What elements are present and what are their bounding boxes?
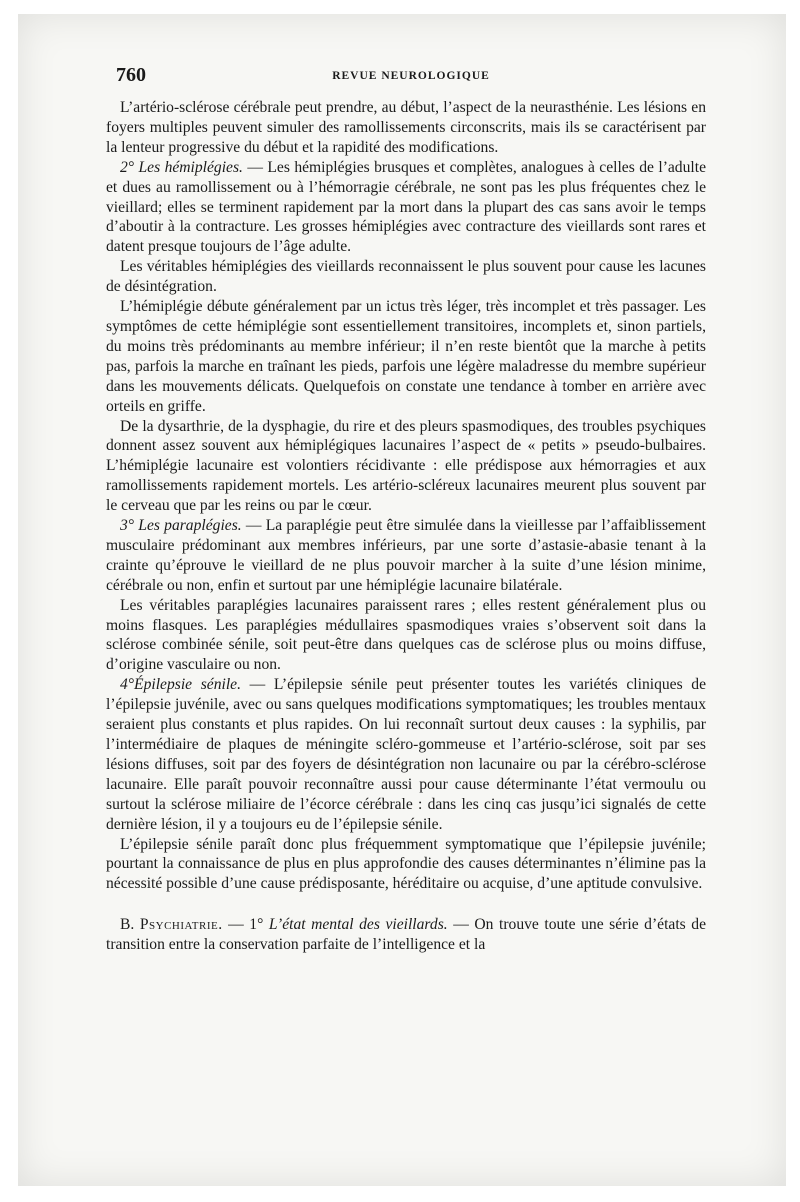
page-number: 760 xyxy=(116,64,146,86)
paragraph-ictus: L’hémiplégie débute généralement par un ictus très léger, très incomplet et très passager. Les symptômes de cette hémiplégie sont essentiellement transitoires, incomplets et, sinon partiels, du moins très prédominants au membre inférieur; il n’en reste bientôt que la marche à petits pas, parfois la marche en traînant les pieds, parfois une légère maladresse du membre supérieur dans les mouvements délicats. Quelquefois on constate une tendance à tomber en arrière avec orteils en griffe. xyxy=(106,298,706,415)
paragraph-neurasthenie: L’artério-sclérose cérébrale peut prendre, au début, l’aspect de la neurasthénie. Les lésions en foyers multiples peuvent simuler des ramollissements circonscrits, mais ils se caractérisent par la lenteur progressive du début et la rapidité des modifications. xyxy=(106,99,706,156)
paragraph-text: — L’épilepsie sénile peut présenter toutes les variétés cliniques de l’épilepsie juvénile, avec ou sans quelques modifications symptomatiques; les troubles mentaux seraient plus constants et plus rapides. On lui reconnaît surtout deux causes : la syphilis, par l’intermédiaire de plaques de méningite scléro-gommeuse et l’artério-sclérose, soit par ses lésions diffuses, soit par des foyers de désintégration non lacunaire ou par la cérébro-sclérose lacunaire. Elle paraît pouvoir reconnaître aussi pour cause déterminante l’état vermoulu ou surtout la sclérose miliaire de l’écorce cérébrale : dans les cinq cas jusqu’ici signalés de cette dernière lésion, il y a toujours eu de l’épilepsie sénile. xyxy=(106,676,706,833)
paragraph-text: — Les hémiplégies brusques et complètes, analogues à celles de l’adulte et dues au ramollissement ou à l’hémorragie cérébrale, ne sont pas les plus fréquentes chez le vieillard; elles se terminent rapidement par la mort dans la plupart des cas sans avoir le temps d’aboutir à la contracture. Les grosses hémiplégies avec contracture des vieillards sont rares et datent presque toujours de l’âge adulte. xyxy=(106,158,706,256)
paragraph-text: — La paraplégie peut être simulée dans la vieillesse par l’affaiblissement musculaire prédominant aux membres inférieurs, par une sorte d’astasie-abasie tenant à la crainte qu’éprouve le vieillard de ne plus pouvoir marcher à la suite d’une lésion minime, cérébrale ou non, enfin et surtout par une hémiplégie lacunaire bilatérale. xyxy=(106,517,706,594)
paragraph-text: — On trouve toute une série d’états de transition entre la conservation parfaite de l’intelligence et la xyxy=(106,916,707,954)
section-number: 3° xyxy=(120,517,135,535)
section-title: Épilepsie sénile. xyxy=(134,676,241,694)
section-heading: Psychiatrie. xyxy=(139,916,223,934)
paragraph-psychiatrie xyxy=(106,915,706,955)
paragraph-paraplegies xyxy=(106,516,706,596)
paragraph-epilepsie xyxy=(106,675,706,834)
section-title: Les paraplégies. xyxy=(138,517,242,535)
paragraph-paraplegies-lacunaires: Les véritables paraplégies lacunaires paraissent rares ; elles restent généralement plus ou moins flasques. Les paraplégies médullaires spasmodiques vraies s’observent soit dans la sclérose combinée sénile, soit peut-être dans quelques cas de sclérose plus ou moins diffuse, d’origine vasculaire ou non. xyxy=(106,596,706,674)
section-number: 2° xyxy=(120,158,135,176)
page-header xyxy=(116,64,706,90)
running-head: REVUE NEUROLOGIQUE xyxy=(332,70,490,82)
paragraph-epilepsie-symptomatique: L’épilepsie sénile paraît donc plus fréquemment symptomatique que l’épilepsie juvénile; pourtant la connaissance de plus en plus approfondie des causes déterminantes n’élimine pas la nécessité possible d’une cause prédisposante, héréditaire ou acquise, d’une aptitude convulsive. xyxy=(106,835,706,893)
section-prefix: B. xyxy=(120,916,140,934)
paragraph-hemiplegies xyxy=(106,158,706,258)
section-title: L’état mental des vieillards. xyxy=(268,916,448,934)
paragraph-dysarthrie: De la dysarthrie, de la dysphagie, du rire et des pleurs spasmodiques, des troubles psychiques donnent assez souvent aux hémiplégiques lacunaires l’aspect de « petits » pseudo-bulbaires. L’hémiplégie lacunaire est volontiers récidivante : elle prédispose aux hémorragies et aux ramollissements rapidement mortels. Les artério-scléreux lacunaires meurent plus souvent par le cerveau que par les reins ou par le cœur. xyxy=(106,417,706,515)
article-body xyxy=(106,98,706,955)
section-mid: — 1° xyxy=(222,916,269,934)
paragraph-lacunes: Les véritables hémiplégies des vieillards reconnaissent le plus souvent pour cause les lacunes de désintégration. xyxy=(106,258,706,296)
section-number: 4° xyxy=(120,676,135,694)
section-title: Les hémiplégies. xyxy=(138,158,243,176)
